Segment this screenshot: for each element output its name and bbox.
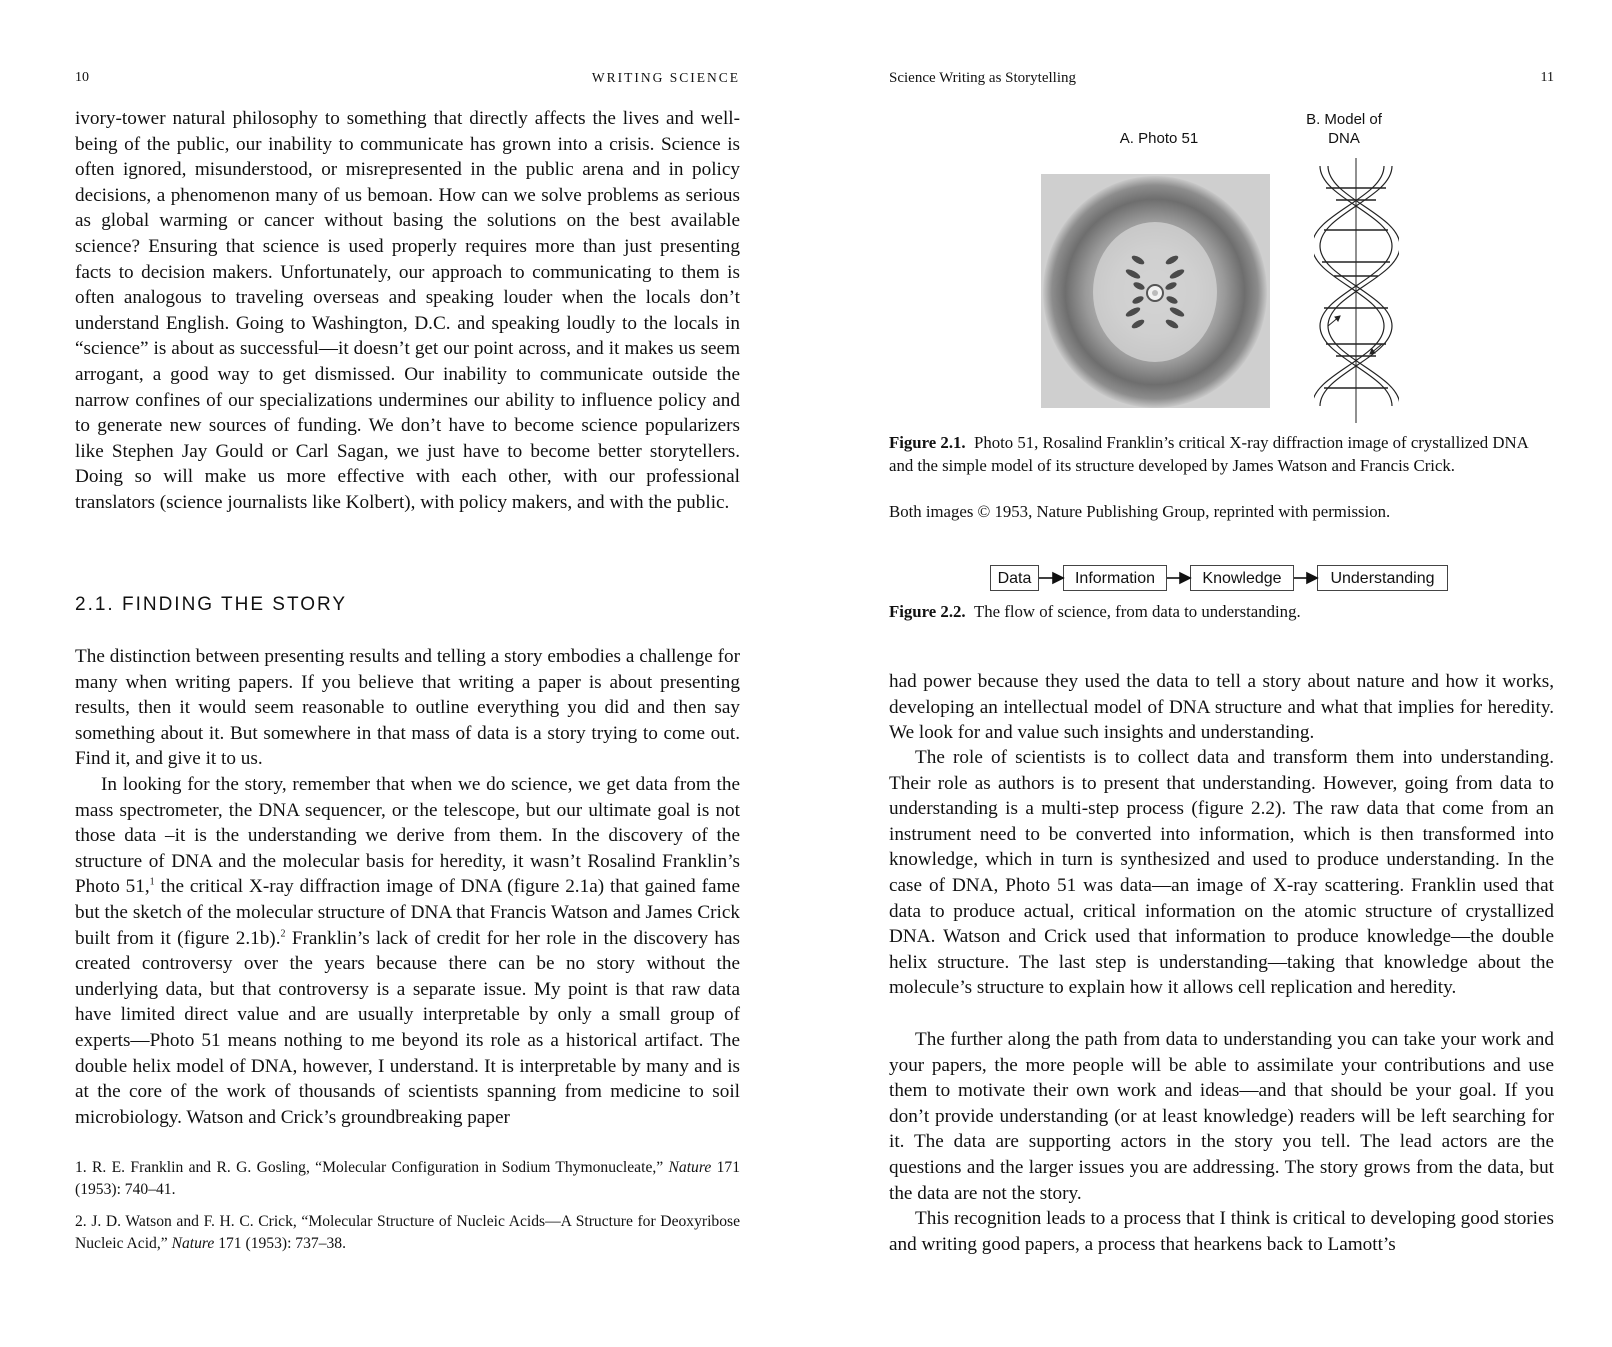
running-head: Science Writing as Storytelling <box>889 70 1077 86</box>
caption-label: Figure 2.1. <box>889 433 966 452</box>
paragraph-4: This recognition leads to a process that I think is critical to developing good stories and writing good papers, a process that hearkens back to Lamott’s <box>889 1208 1554 1255</box>
footnote-marker: 1 <box>149 876 155 888</box>
right-page <box>889 0 1554 1347</box>
page-number: 10 <box>75 70 89 85</box>
paragraph-text: Franklin’s lack of credit for her role in the discovery has created controversy over the years because there can be no story without the underlying data, but that controversy is a separate issue. My point is that raw data have limited direct value and are usually interpretable by only a small group of experts—Photo 51 means nothing to me beyond its role as a historical artifact. The double helix model of DNA, however, I understand. It is interpretable by many and is at the core of the work of thousands of scientists spanning from medicine to soil microbiology. Watson and Crick’s groundbreaking paper <box>75 927 740 1128</box>
paragraph-1: had power because they used the data to tell a story about nature and how it works, developing an intellectual model of DNA structure and what that implies for heredity. We look for and value such insights and understanding. <box>889 671 1554 744</box>
left-page <box>75 0 740 1347</box>
page-number: 11 <box>1540 70 1554 85</box>
figure-2-1-caption <box>889 431 1554 477</box>
footnote-marker: 2 <box>280 928 286 940</box>
flow-arrows <box>1039 570 1319 586</box>
paragraph-2: The role of scientists is to collect data and transform them into understanding. Their role as authors is to present that understanding. However, going from data to understanding is a multi-step process (figure 2.2). The raw data that come from an instrument need to be converted into information, which is then transformed into knowledge, which in turn is synthesized and used to produce understanding. In the case of DNA, Photo 51 was data—an image of X-ray scattering. Franklin used that data to produce actual, critical information on the atomic structure of crystallized DNA. Watson and Crick used that information to produce knowledge—the double helix structure. The last step is understanding—taking that knowledge about the molecule’s structure to explain how it allows cell replication and heredity. <box>889 747 1554 999</box>
caption-text: Photo 51, Rosalind Franklin’s critical X-ray diffraction image of crystallized DNA and the simple model of its structure developed by James Watson and Francis Crick. <box>889 433 1528 475</box>
footnote-2 <box>75 1211 740 1255</box>
paragraph-story-1: The distinction between presenting results and telling a story embodies a challenge for many when writing papers. If you believe that writing a paper is about presenting results, then it would seem reasonable to outline everything you did and then say something about it. But somewhere in that mass of data is a story trying to come out. Find it, and give it to us. <box>75 646 740 770</box>
paragraph-intro: ivory-tower natural philosophy to something that directly affects the lives and well-being of the public, our inability to communicate has grown into a crisis. Science is often ignored, misunderstood, or misrepresented in the public arena and in policy decisions, a phenomenon many of us bemoan. How can we solve problems as serious as global warming or cancer without basing the solutions on the best available science? Ensuring that science is used properly requires more than just presenting facts to decision makers. Unfortunately, our approach to communicating to them is often analogous to traveling overseas and speaking louder when the locals don’t understand English. Going to Washington, D.C. and speaking loudly to the locals in “science” is about as successful—it doesn’t get our point across, and it makes us seem arrogant, a good way to get dismissed. Our inability to communicate outside the narrow confines of our specializations undermines our ability to influence policy and to generate new sources of funding. We don’t have to become science popularizers like Stephen Jay Gould or Carl Sagan, we just have to become better storytellers. Doing so will make us more effective with each other, with our professional translators (science journalists like Kolbert), with policy makers, and with the public. <box>75 108 740 513</box>
photo-51-image <box>1041 174 1270 408</box>
caption-label: Figure 2.2. <box>889 602 966 621</box>
dna-model-image <box>1314 158 1399 423</box>
journal-name: Nature <box>668 1159 712 1176</box>
flow-step-data: Data <box>990 565 1039 591</box>
section-heading: 2.1. FINDING THE STORY <box>75 594 348 615</box>
footnote-text: 171 (1953): 740–41. <box>75 1159 740 1198</box>
paragraph-story-2 <box>75 772 740 1130</box>
figure-2-1-credit: Both images © 1953, Nature Publishing Group, reprinted with permission. <box>889 502 1391 521</box>
paragraph-text: the critical X-ray diffraction image of DNA (figure 2.1a) that gained fame but the sketch of the molecular structure of DNA that Francis Watson and James Crick built from it (figure 2.1b). <box>75 876 740 949</box>
journal-name: Nature <box>171 1235 215 1252</box>
figure-label-b-line: B. Model of <box>1306 111 1382 128</box>
figure-label-b <box>1289 110 1399 148</box>
running-head: WRITING SCIENCE <box>591 70 740 85</box>
figure-2-2-caption <box>889 600 1554 623</box>
footnote-text: 2. J. D. Watson and F. H. C. Crick, “Molecular Structure of Nucleic Acids—A Structure for Deoxyribose Nucleic Acid,” <box>75 1213 740 1252</box>
flow-step-understanding: Understanding <box>1317 565 1448 591</box>
flow-step-knowledge: Knowledge <box>1190 565 1294 591</box>
paragraph-3: The further along the path from data to understanding you can take your work and your papers, the more people will be able to assimilate your contributions and use them to motivate their own work and ideas—and that should be your goal. If you don’t provide understanding (or at least knowledge) readers will be left searching for it. The data are supporting actors in the story you tell. The lead actors are the questions and the larger issues you are addressing. The story grows from the data, but the data are not the story. <box>889 1029 1554 1204</box>
caption-text: The flow of science, from data to understanding. <box>974 602 1301 621</box>
footnote-text: 1. R. E. Franklin and R. G. Gosling, “Molecular Configuration in Sodium Thymonucleate,” <box>75 1159 669 1176</box>
footnote-1 <box>75 1157 740 1201</box>
footnote-text: 171 (1953): 737–38. <box>214 1235 346 1252</box>
paragraph-text: In looking for the story, remember that when we do science, we get data from the mass spectrometer, the DNA sequencer, or the telescope, but our ultimate goal is not those data –it is the understanding we derive from them. In the discovery of the structure of DNA and the molecular basis for heredity, it wasn’t Rosalind Franklin’s Photo 51, <box>75 774 740 898</box>
figure-label-a: A. Photo 51 <box>1119 130 1199 147</box>
figure-label-b-line: DNA <box>1328 130 1360 147</box>
flow-step-information: Information <box>1063 565 1167 591</box>
